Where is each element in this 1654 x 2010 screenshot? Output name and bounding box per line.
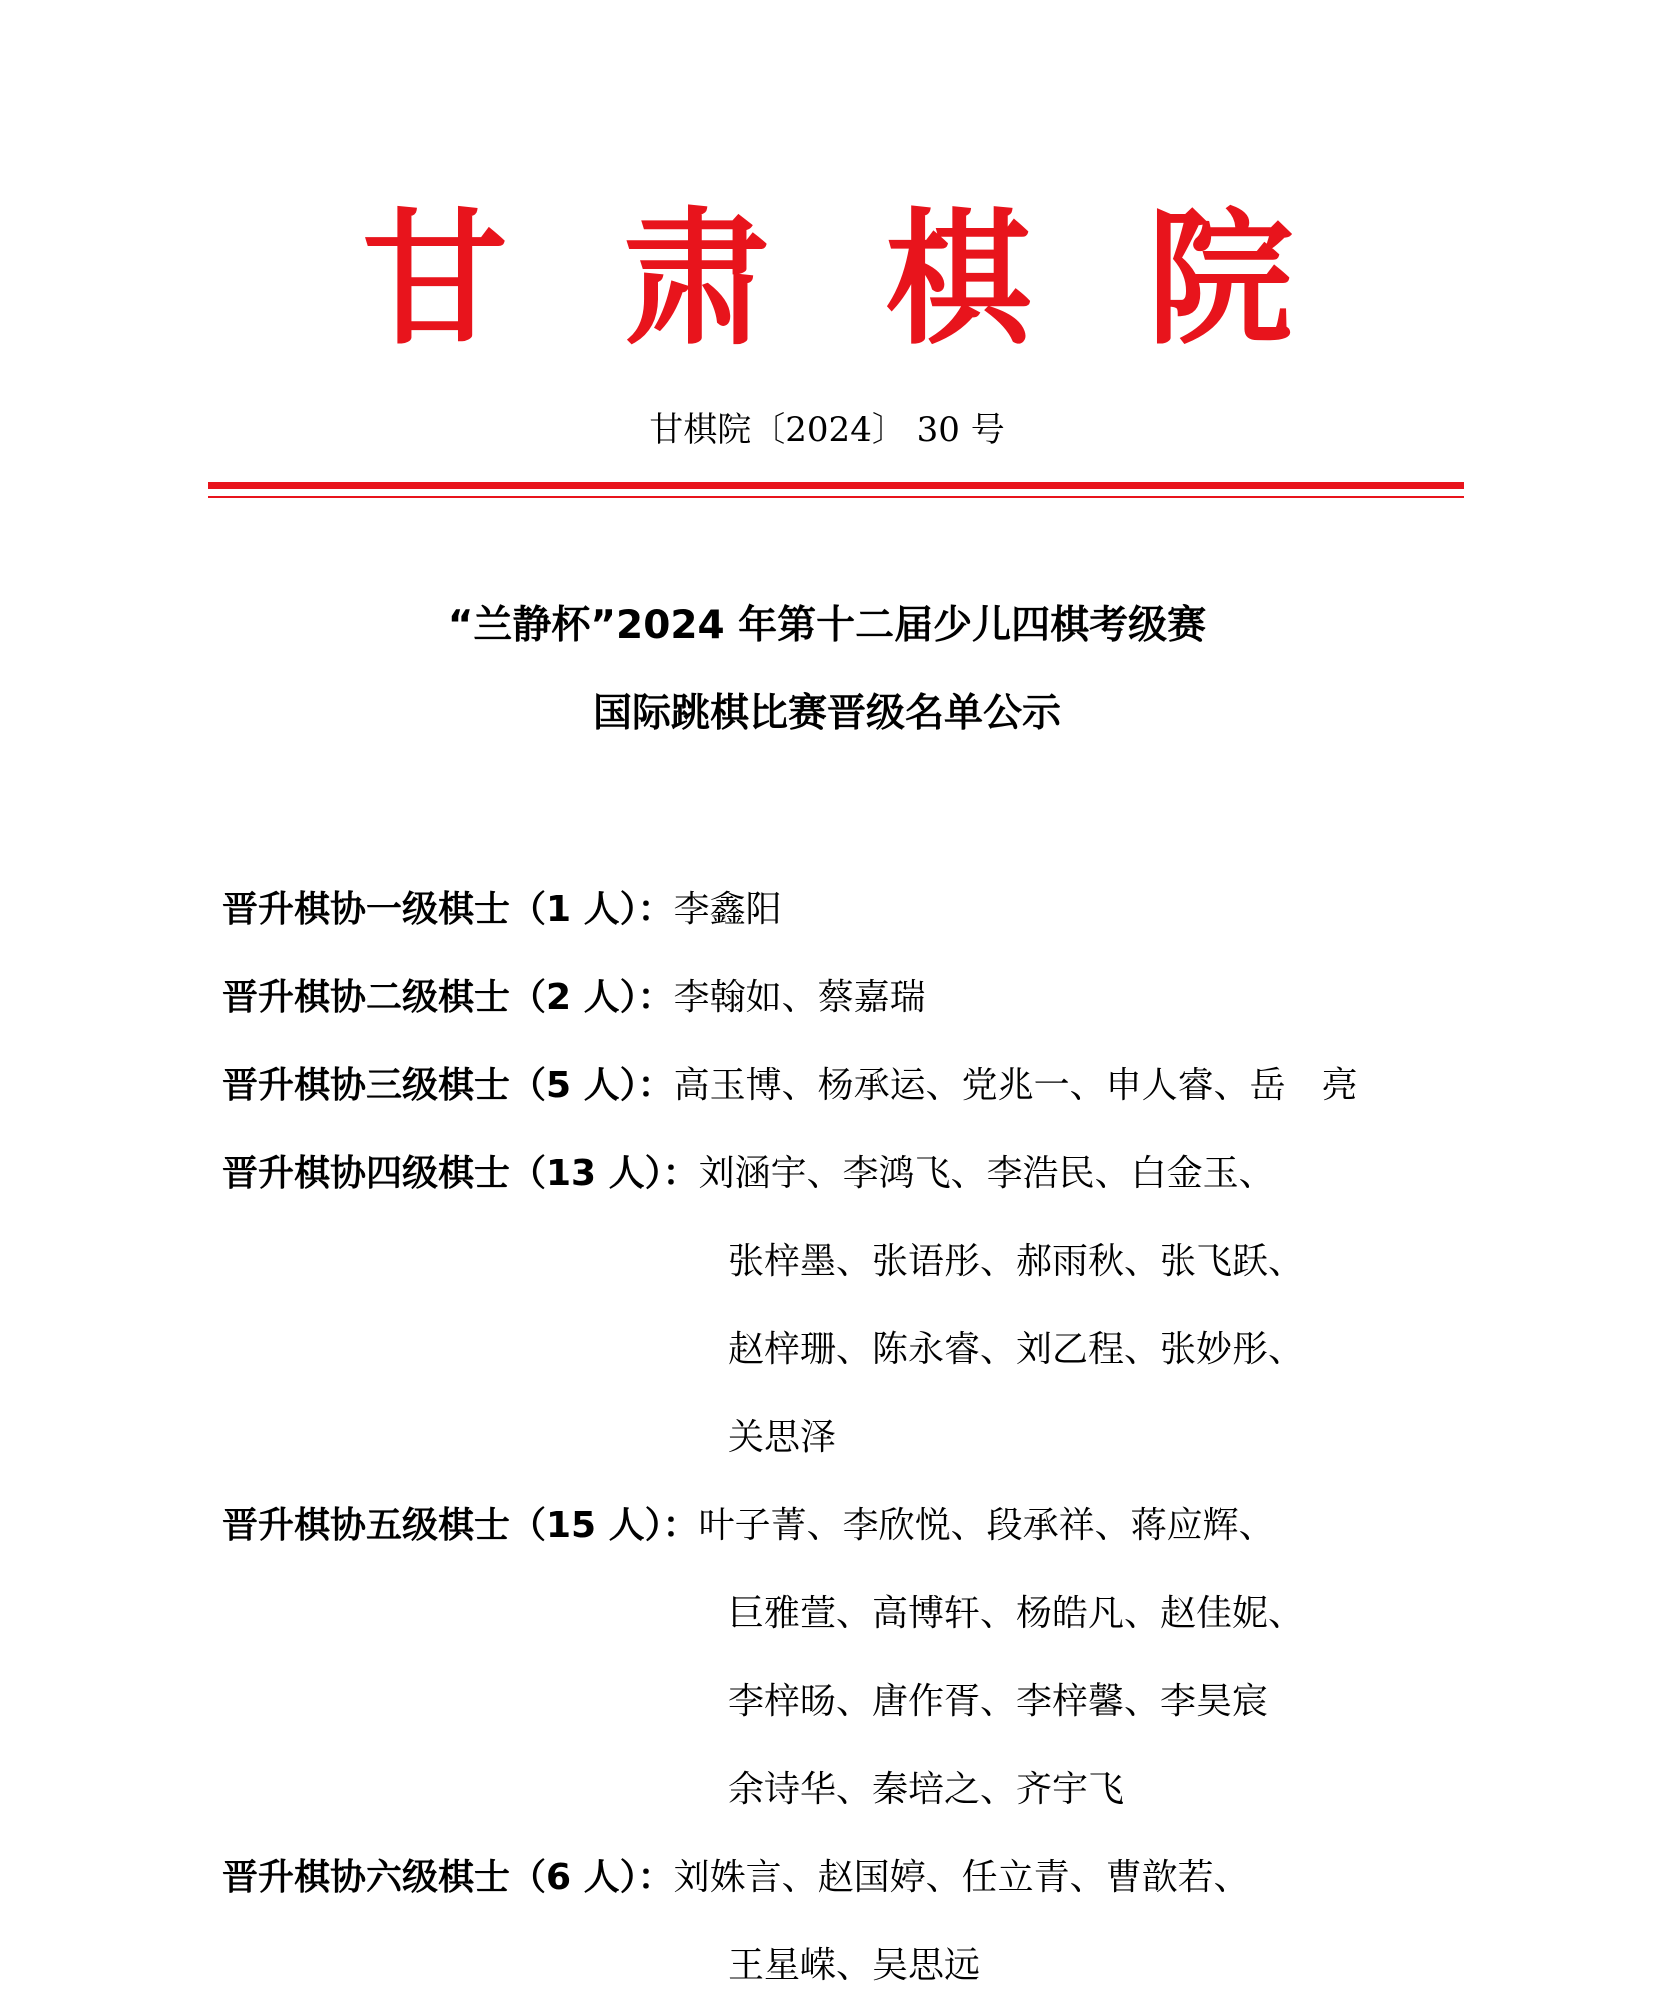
level-names — [222, 1922, 1512, 2010]
level-names — [674, 954, 1512, 1042]
masthead-char-gan: 甘 — [362, 194, 508, 365]
level-label: 晋升棋协一级棋士（1 人）： — [222, 889, 674, 930]
level-row-6 — [222, 1834, 1512, 1922]
header-divider-thin — [208, 496, 1464, 498]
level-row-4-continued — [222, 1218, 1512, 1482]
level-names — [674, 1042, 1512, 1130]
masthead-char-qi: 棋 — [885, 194, 1031, 365]
header-divider-thick — [208, 482, 1464, 489]
document-number: 甘棋院〔2024〕 30 号 — [649, 410, 1005, 450]
name-line: 刘涵宇、李鸿飞、李浩民、白金玉、 — [698, 1153, 1275, 1194]
level-names — [674, 1834, 1512, 1922]
level-names — [222, 1218, 1512, 1482]
name-line: 张梓墨、张语彤、郝雨秋、张飞跃、 — [728, 1241, 1305, 1282]
name-line: 李翰如、蔡嘉瑞 — [673, 977, 926, 1018]
masthead-char-yuan: 院 — [1147, 194, 1293, 365]
name-line: 叶子菁、李欣悦、段承祥、蒋应辉、 — [698, 1505, 1275, 1546]
name-line: 李鑫阳 — [673, 889, 782, 930]
level-label: 晋升棋协五级棋士（15 人）： — [222, 1505, 699, 1546]
name-line: 王星嵘、吴思远 — [728, 1945, 981, 1986]
name-line: 关思泽 — [728, 1417, 837, 1458]
level-row-2 — [222, 954, 1512, 1042]
level-label: 晋升棋协六级棋士（6 人）： — [222, 1857, 674, 1898]
name-line: 刘姝言、赵国婷、任立青、曹歆若、 — [673, 1857, 1250, 1898]
level-names — [674, 866, 1512, 954]
name-line: 李梓旸、唐作胥、李梓馨、李昊宸 — [728, 1681, 1269, 1722]
level-names — [699, 1482, 1512, 1570]
level-row-5 — [222, 1482, 1512, 1570]
document-title-line-2: 国际跳棋比赛晋级名单公示 — [592, 691, 1061, 736]
name-line: 巨雅萱、高博轩、杨皓凡、赵佳妮、 — [728, 1593, 1305, 1634]
level-row-5-continued — [222, 1570, 1512, 1834]
level-names — [222, 1570, 1512, 1834]
name-line: 高玉博、杨承运、党兆一、申人睿、岳 亮 — [673, 1065, 1358, 1106]
level-row-1 — [222, 866, 1512, 954]
promotion-list — [222, 866, 1512, 2010]
level-label: 晋升棋协三级棋士（5 人）： — [222, 1065, 674, 1106]
level-row-3 — [222, 1042, 1512, 1130]
level-label: 晋升棋协二级棋士（2 人）： — [222, 977, 674, 1018]
level-label: 晋升棋协四级棋士（13 人）： — [222, 1153, 699, 1194]
level-names — [699, 1130, 1512, 1218]
level-row-4 — [222, 1130, 1512, 1218]
name-line: 赵梓珊、陈永睿、刘乙程、张妙彤、 — [728, 1329, 1305, 1370]
document-title-line-1: “兰静杯”2024 年第十二届少儿四棋考级赛 — [447, 603, 1207, 648]
masthead — [0, 194, 1654, 365]
name-line: 余诗华、秦培之、齐宇飞 — [728, 1769, 1125, 1810]
masthead-char-su: 肃 — [623, 194, 769, 365]
level-row-6-continued — [222, 1922, 1512, 2010]
